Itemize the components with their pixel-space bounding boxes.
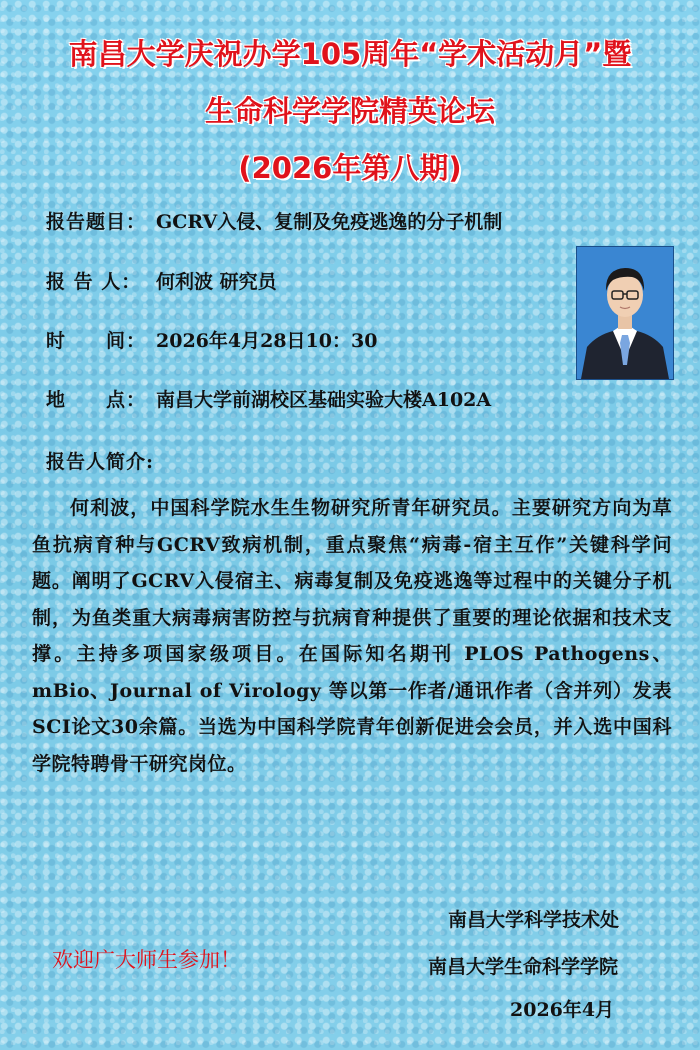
speaker-label: 报 告 人： [46,271,142,293]
info-row-speaker [46,268,277,296]
welcome-message: 欢迎广大师生参加！ [52,948,241,972]
place-value: 南昌大学前湖校区基础实验大楼A102A [156,389,492,411]
info-row-place [46,386,491,414]
speaker-value: 何利波 研究员 [156,271,277,293]
poster-title-line-2: 生命科学学院精英论坛 [204,94,495,128]
speaker-photo [576,246,674,380]
signature-org-2: 南昌大学生命科学学院 [428,956,619,978]
time-value: 2026年4月28日10：30 [156,330,378,352]
signature-org-1: 南昌大学科学技术处 [448,909,620,931]
place-label: 地 点： [46,389,147,411]
bio-heading: 报告人简介: [46,451,155,473]
info-row-time [46,327,377,355]
bio-paragraph [32,490,672,782]
time-label: 时 间： [46,330,147,352]
speaker-portrait-image [577,247,673,379]
signature-date: 2026年4月 [510,999,615,1021]
topic-value: GCRV入侵、复制及免疫逃逸的分子机制 [156,211,503,233]
bio-text: 何利波，中国科学院水生生物研究所青年研究员。主要研究方向为草鱼抗病育种与GCRV致病机制，重点聚焦“病毒-宿主互作”关键科学问题。阐明了GCRV入侵宿主、病毒复制及免疫逃逸等过程中的关键分子机制，为鱼类重大病毒病害防控与抗病育种提供了重要的理论依据和技术支撑。主持多项国家级项目。在国际知名期刊 PLOS Pathogens、mBio、Journal of Virology 等以第一作者/通讯作者（含并列）发表SCI论文30余篇。当选为中国科学院青年创新促进会会员，并入选中国科学院特聘骨干研究岗位。 [32,497,672,775]
poster-title-line-1: 南昌大学庆祝办学105周年“学术活动月”暨 [68,37,632,71]
info-row-topic [46,208,502,236]
poster-title-line-3: (2026年第八期) [238,151,462,185]
topic-label: 报告题目： [46,211,147,233]
